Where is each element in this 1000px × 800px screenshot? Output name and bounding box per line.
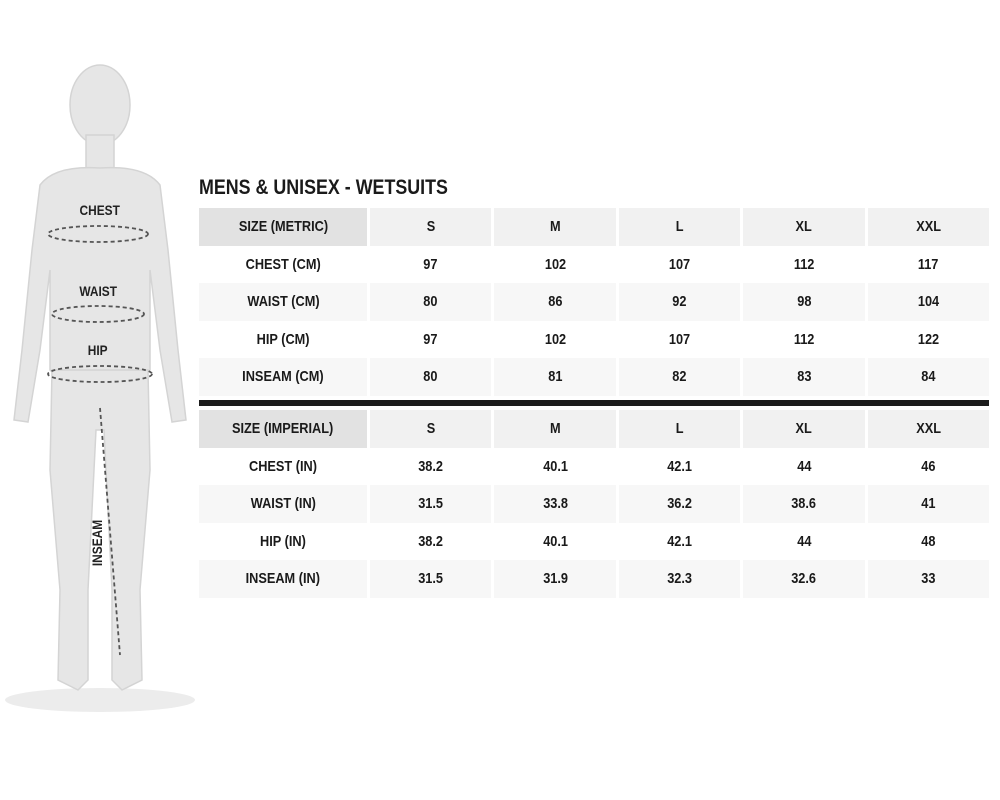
row-label: CHEST (IN) bbox=[249, 457, 317, 475]
header-cell: M bbox=[494, 208, 615, 246]
table-cell: 42.1 bbox=[667, 532, 692, 550]
chest-label: CHEST bbox=[79, 202, 120, 218]
table-row bbox=[199, 283, 989, 321]
table-cell: 86 bbox=[494, 283, 615, 321]
table-cell: 40.1 bbox=[542, 457, 568, 475]
table-row bbox=[199, 485, 989, 523]
table-cell: 122 bbox=[917, 330, 939, 348]
table-row bbox=[199, 358, 989, 396]
table-cell: 41 bbox=[868, 485, 989, 523]
row-label: WAIST (CM) bbox=[199, 283, 367, 321]
table-row bbox=[199, 448, 989, 486]
header-cell: XXL bbox=[868, 208, 989, 246]
table-row bbox=[199, 560, 989, 598]
table-row bbox=[199, 321, 989, 359]
table-cell: 48 bbox=[921, 532, 936, 550]
table-header-row bbox=[199, 208, 989, 246]
table-cell: 31.9 bbox=[494, 560, 615, 598]
imperial-size-table bbox=[199, 410, 989, 598]
header-cell: XL bbox=[743, 410, 864, 448]
table-cell: 80 bbox=[370, 358, 491, 396]
table-cell: 36.2 bbox=[619, 485, 740, 523]
metric-size-table bbox=[199, 208, 989, 396]
row-label: HIP (IN) bbox=[260, 532, 306, 550]
table-cell: 38.2 bbox=[418, 532, 444, 550]
table-row bbox=[199, 246, 989, 284]
table-cell: 102 bbox=[544, 255, 566, 273]
table-cell: 98 bbox=[743, 283, 864, 321]
table-cell: 92 bbox=[619, 283, 740, 321]
table-row bbox=[199, 523, 989, 561]
table-cell: 107 bbox=[668, 330, 691, 348]
table-cell: 38.6 bbox=[743, 485, 864, 523]
row-label: CHEST (CM) bbox=[245, 255, 321, 273]
table-cell: 80 bbox=[370, 283, 491, 321]
header-cell: SIZE (METRIC) bbox=[199, 208, 367, 246]
chart-title: MENS & UNISEX - WETSUITS bbox=[199, 176, 448, 199]
header-cell: XL bbox=[743, 208, 864, 246]
row-label: HIP (CM) bbox=[256, 330, 310, 348]
body-measurement-figure bbox=[0, 50, 200, 730]
table-cell: 31.5 bbox=[370, 560, 491, 598]
header-cell: S bbox=[370, 410, 491, 448]
table-cell: 38.2 bbox=[418, 457, 444, 475]
table-cell: 31.5 bbox=[370, 485, 491, 523]
table-cell: 42.1 bbox=[667, 457, 692, 475]
table-cell: 107 bbox=[668, 255, 691, 273]
waist-label: WAIST bbox=[79, 283, 118, 299]
table-cell: 32.3 bbox=[619, 560, 740, 598]
table-cell: 117 bbox=[918, 255, 939, 273]
row-label: INSEAM (IN) bbox=[199, 560, 367, 598]
man-silhouette-icon bbox=[0, 50, 200, 730]
table-cell: 83 bbox=[743, 358, 864, 396]
header-cell: L bbox=[619, 208, 740, 246]
header-cell: XXL bbox=[868, 410, 989, 448]
table-cell: 32.6 bbox=[743, 560, 864, 598]
table-header-row bbox=[199, 410, 989, 448]
table-cell: 102 bbox=[544, 330, 566, 348]
table-cell: 84 bbox=[868, 358, 989, 396]
header-cell: L bbox=[619, 410, 740, 448]
table-cell: 44 bbox=[796, 532, 812, 550]
table-cell: 33 bbox=[868, 560, 989, 598]
header-cell: SIZE (IMPERIAL) bbox=[199, 410, 367, 448]
table-cell: 104 bbox=[868, 283, 989, 321]
header-cell: M bbox=[494, 410, 615, 448]
table-cell: 40.1 bbox=[542, 532, 568, 550]
table-cell: 44 bbox=[796, 457, 812, 475]
hip-label: HIP bbox=[87, 342, 108, 358]
table-cell: 97 bbox=[423, 255, 438, 273]
row-label: WAIST (IN) bbox=[199, 485, 367, 523]
row-label: INSEAM (CM) bbox=[199, 358, 367, 396]
header-cell: S bbox=[370, 208, 491, 246]
table-cell: 112 bbox=[793, 255, 815, 273]
table-cell: 46 bbox=[921, 457, 936, 475]
table-cell: 112 bbox=[793, 330, 815, 348]
table-cell: 81 bbox=[494, 358, 615, 396]
table-cell: 33.8 bbox=[494, 485, 615, 523]
inseam-label: INSEAM bbox=[89, 519, 106, 567]
section-divider bbox=[199, 400, 989, 406]
table-cell: 97 bbox=[423, 330, 438, 348]
table-cell: 82 bbox=[619, 358, 740, 396]
